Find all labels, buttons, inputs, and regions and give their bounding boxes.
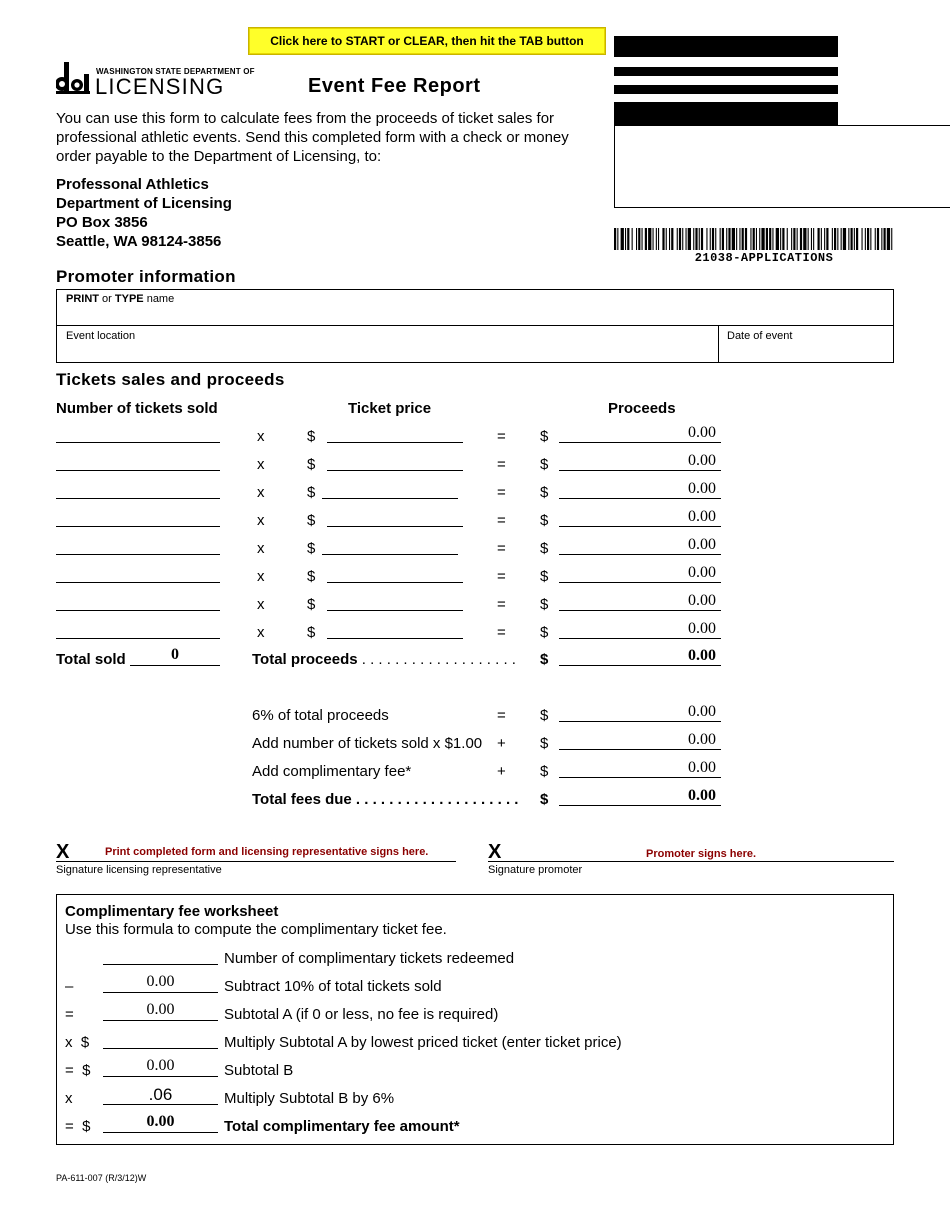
equals-sign: = xyxy=(497,707,506,724)
times-sign: x xyxy=(257,568,265,585)
times-sign: x xyxy=(257,484,265,501)
tickets-heading: Tickets sales and proceeds xyxy=(56,370,285,389)
dol-logo-icon xyxy=(56,60,90,94)
dollar-sign: $ xyxy=(540,763,549,780)
total-proceeds-value: 0.00 xyxy=(688,647,716,664)
ticket-price-input[interactable] xyxy=(322,498,458,499)
dollar-sign: $ xyxy=(307,456,316,473)
dollar-sign: $ xyxy=(307,568,316,585)
proceeds-line xyxy=(559,526,721,527)
dollar-sign: $ xyxy=(540,484,549,501)
plus-sign: + xyxy=(497,735,506,752)
per-ticket-fee-line xyxy=(559,749,721,750)
times-sign: x xyxy=(257,456,265,473)
redaction-bar xyxy=(614,102,838,125)
ticket-price-input[interactable] xyxy=(327,638,463,639)
dollar-sign: $ xyxy=(307,512,316,529)
promoter-signature-line[interactable] xyxy=(488,861,894,862)
equals-sign: = xyxy=(497,596,506,613)
proceeds-line xyxy=(559,638,721,639)
worksheet-row-label: Subtotal B xyxy=(224,1062,294,1079)
worksheet-line xyxy=(103,1076,218,1077)
tickets-sold-input[interactable] xyxy=(56,582,220,583)
mailing-address xyxy=(56,175,232,251)
redaction-bar xyxy=(614,67,838,76)
dollar-sign: $ xyxy=(307,540,316,557)
comp-fee-label: Add complimentary fee* xyxy=(252,763,412,780)
worksheet-row-label: Total complimentary fee amount* xyxy=(224,1118,460,1135)
tickets-sold-input[interactable] xyxy=(56,638,220,639)
rep-signature-label: Signature licensing representative xyxy=(56,864,222,876)
equals-sign: = xyxy=(497,428,506,445)
intro-text: You can use this form to calculate fees from the proceeds of ticket sales for professional athletic events. Send this completed form with a check or money order payable to the Department of Licensing, to: xyxy=(56,110,569,165)
comp-fee-value: 0.00 xyxy=(688,759,716,776)
worksheet-row-label: Subtract 10% of total tickets sold xyxy=(224,978,442,995)
proceeds-value: 0.00 xyxy=(688,424,716,441)
ticket-price-input[interactable] xyxy=(327,526,463,527)
promoter-name-field[interactable] xyxy=(57,290,893,326)
total-proceeds-label: Total proceeds . . . . . . . . . . . . . . . . . . . xyxy=(252,651,516,668)
dollar-sign: $ xyxy=(307,484,316,501)
form-number: PA-611-007 (R/3/12)W xyxy=(56,1173,147,1183)
start-clear-button[interactable]: Click here to START or CLEAR, then hit the TAB button xyxy=(248,27,606,55)
dollar-sign: $ xyxy=(540,512,549,529)
logo-licensing-text: LICENSING xyxy=(95,74,225,99)
worksheet-row-label: Multiply Subtotal A by lowest priced ticket (enter ticket price) xyxy=(224,1034,622,1051)
address-line: Department of Licensing xyxy=(56,195,232,212)
promoter-info-box xyxy=(56,289,894,363)
worksheet-operator: = $ xyxy=(65,1062,91,1079)
redaction-bar xyxy=(614,36,838,57)
dollar-sign: $ xyxy=(540,428,549,445)
dollar-sign: $ xyxy=(307,624,316,641)
worksheet-value: .06 xyxy=(148,1085,173,1104)
dollar-sign: $ xyxy=(540,791,549,808)
equals-sign: = xyxy=(497,512,506,529)
rep-signature-line[interactable] xyxy=(56,861,456,862)
dollar-sign: $ xyxy=(540,540,549,557)
proceeds-value: 0.00 xyxy=(688,536,716,553)
total-sold-line xyxy=(130,665,220,666)
worksheet-operator: = xyxy=(65,1006,74,1023)
proceeds-value: 0.00 xyxy=(688,480,716,497)
worksheet-operator: x xyxy=(65,1090,73,1107)
proceeds-line xyxy=(559,442,721,443)
per-ticket-fee-value: 0.00 xyxy=(688,731,716,748)
date-of-event-field[interactable] xyxy=(719,327,893,363)
tickets-sold-input[interactable] xyxy=(56,610,220,611)
dollar-sign: $ xyxy=(540,707,549,724)
dollar-sign: $ xyxy=(307,428,316,445)
equals-sign: = xyxy=(497,568,506,585)
barcode-text: 21038-APPLICATIONS xyxy=(694,251,834,265)
proceeds-line xyxy=(559,470,721,471)
pct-proceeds-line xyxy=(559,721,721,722)
total-sold-value[interactable]: 0 xyxy=(171,646,179,663)
address-line: Seattle, WA 98124-3856 xyxy=(56,233,222,250)
times-sign: x xyxy=(257,540,265,557)
event-location-field[interactable] xyxy=(57,327,718,363)
worksheet-operator: – xyxy=(65,978,74,995)
pct-proceeds-value: 0.00 xyxy=(688,703,716,720)
promoter-signature-hint: Promoter signs here. xyxy=(646,848,757,860)
col-price-header: Ticket price xyxy=(348,400,432,417)
proceeds-value: 0.00 xyxy=(688,564,716,581)
dollar-sign: $ xyxy=(307,596,316,613)
worksheet-value: 0.00 xyxy=(146,1057,175,1074)
equals-sign: = xyxy=(497,540,506,557)
pct-proceeds-label: 6% of total proceeds xyxy=(252,707,389,724)
proceeds-line xyxy=(559,498,721,499)
dollar-sign: $ xyxy=(540,624,549,641)
times-sign: x xyxy=(257,624,265,641)
worksheet-line[interactable] xyxy=(103,964,218,965)
total-sold-label: Total sold xyxy=(56,651,126,668)
promoter-signature-label: Signature promoter xyxy=(488,864,583,876)
worksheet-row-label: Multiply Subtotal B by 6% xyxy=(224,1090,395,1107)
tickets-sold-input[interactable] xyxy=(56,442,220,443)
barcode-icon xyxy=(614,228,894,250)
times-sign: x xyxy=(257,512,265,529)
ticket-price-input[interactable] xyxy=(327,582,463,583)
per-ticket-fee-label: Add number of tickets sold x $1.00 xyxy=(252,735,483,752)
worksheet-line xyxy=(103,1132,218,1133)
worksheet-row-label: Number of complimentary tickets redeemed xyxy=(224,950,515,967)
proceeds-line xyxy=(559,554,721,555)
equals-sign: = xyxy=(497,484,506,501)
plus-sign: + xyxy=(497,763,506,780)
proceeds-value: 0.00 xyxy=(688,452,716,469)
total-proceeds-dollar: $ xyxy=(540,651,549,668)
total-proceeds-line xyxy=(559,665,721,666)
dollar-sign: $ xyxy=(540,568,549,585)
comp-fee-line xyxy=(559,777,721,778)
promoter-name-label: PRINT or TYPE name xyxy=(66,293,175,305)
proceeds-value: 0.00 xyxy=(688,620,716,637)
worksheet-value: 0.00 xyxy=(146,973,175,990)
proceeds-value: 0.00 xyxy=(688,592,716,609)
worksheet-row-label: Subtotal A (if 0 or less, no fee is required) xyxy=(224,1006,499,1023)
proceeds-value: 0.00 xyxy=(688,508,716,525)
equals-sign: = xyxy=(497,624,506,641)
ticket-price-input[interactable] xyxy=(327,610,463,611)
address-line: PO Box 3856 xyxy=(56,214,148,231)
worksheet-value: 0.00 xyxy=(146,1001,175,1018)
redaction-bar xyxy=(614,85,838,94)
date-of-event-label: Date of event xyxy=(727,330,793,342)
col-number-header: Number of tickets sold xyxy=(56,400,218,417)
equals-sign: = xyxy=(497,456,506,473)
signature-x-mark: X xyxy=(488,841,502,863)
dollar-sign: $ xyxy=(540,735,549,752)
proceeds-line xyxy=(559,610,721,611)
address-line: Professonal Athletics xyxy=(56,176,209,193)
ticket-price-input[interactable] xyxy=(322,554,458,555)
col-proceeds-header: Proceeds xyxy=(608,400,676,417)
worksheet-line xyxy=(103,1020,218,1021)
ticket-price-input[interactable] xyxy=(327,470,463,471)
dollar-sign: $ xyxy=(540,456,549,473)
worksheet-value: 0.00 xyxy=(146,1113,175,1130)
rep-signature-hint: Print completed form and licensing representative signs here. xyxy=(105,846,429,858)
worksheet-subtitle: Use this formula to compute the complimentary ticket fee. xyxy=(65,921,447,938)
tickets-sold-input[interactable] xyxy=(56,554,220,555)
total-fees-label: Total fees due . . . . . . . . . . . . . . . . . . . . xyxy=(252,791,519,808)
worksheet-operator: x $ xyxy=(65,1034,90,1051)
worksheet-line xyxy=(103,992,218,993)
logo-agency-text: WASHINGTON STATE DEPARTMENT OF xyxy=(96,67,255,76)
times-sign: x xyxy=(257,428,265,445)
times-sign: x xyxy=(257,596,265,613)
signature-x-mark: X xyxy=(56,841,70,863)
worksheet-line[interactable] xyxy=(103,1048,218,1049)
tickets-sold-input[interactable] xyxy=(56,526,220,527)
ticket-price-input[interactable] xyxy=(327,442,463,443)
proceeds-line xyxy=(559,582,721,583)
tickets-sold-input[interactable] xyxy=(56,470,220,471)
page-title: Event Fee Report xyxy=(308,75,481,97)
office-use-box xyxy=(614,125,950,208)
total-fees-line xyxy=(559,805,721,806)
event-location-label: Event location xyxy=(66,330,136,342)
tickets-sold-input[interactable] xyxy=(56,498,220,499)
total-fees-value: 0.00 xyxy=(688,787,716,804)
promoter-heading: Promoter information xyxy=(56,267,236,286)
worksheet-title: Complimentary fee worksheet xyxy=(65,903,279,920)
dollar-sign: $ xyxy=(540,596,549,613)
worksheet-operator: = $ xyxy=(65,1118,91,1135)
